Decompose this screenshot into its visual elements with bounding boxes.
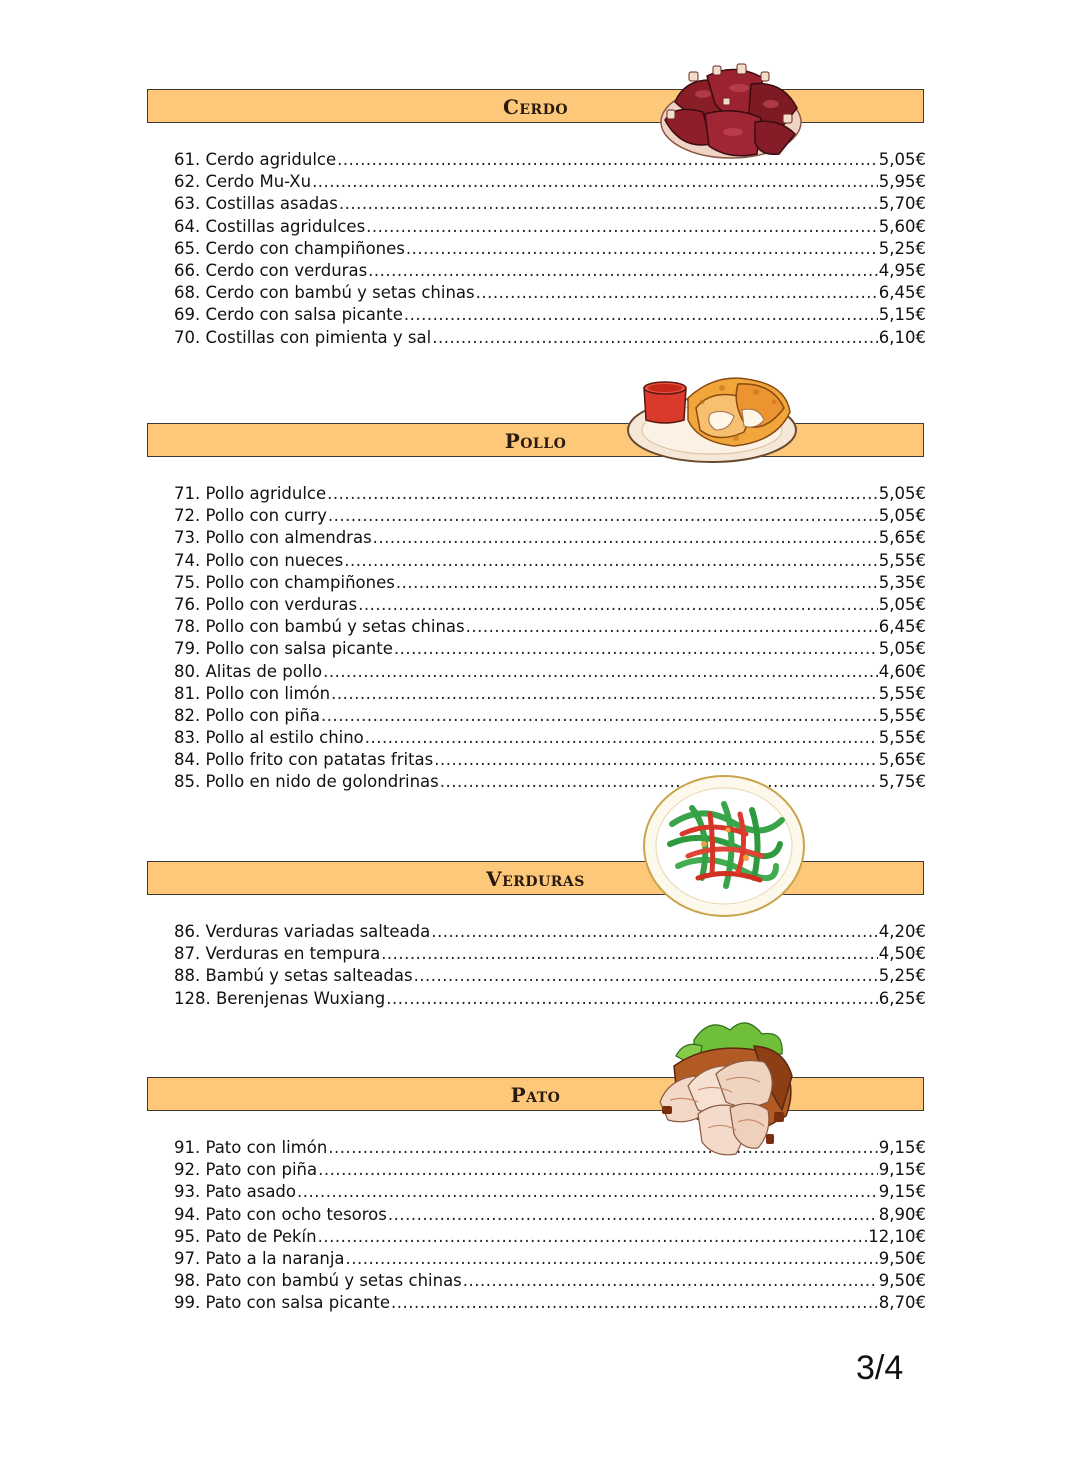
item-price: 5,55€ [878, 683, 926, 703]
item-name: 87. Verduras en tempura [174, 944, 381, 964]
item-price: 4,60€ [878, 661, 926, 681]
section-banner-verduras [147, 861, 924, 895]
stir-fried-vegetables-icon [642, 774, 806, 918]
menu-list-verduras [174, 921, 926, 1010]
menu-item [174, 1226, 926, 1248]
item-price: 6,25€ [878, 988, 926, 1008]
item-name: 99. Pato con salsa picante [174, 1293, 391, 1313]
menu-item [174, 771, 926, 793]
leader-dots [431, 921, 878, 943]
menu-list-pollo [174, 483, 926, 794]
item-price: 5,55€ [878, 550, 926, 570]
item-price: 8,90€ [878, 1204, 926, 1224]
item-price: 6,45€ [878, 617, 926, 637]
item-price: 5,65€ [878, 750, 926, 770]
item-price: 6,10€ [878, 327, 926, 347]
leader-dots [404, 304, 878, 326]
menu-item [174, 1292, 926, 1314]
menu-item [174, 483, 926, 505]
item-price: 8,70€ [878, 1293, 926, 1313]
item-name: 76. Pollo con verduras [174, 594, 358, 614]
pork-ribs-icon [655, 58, 805, 162]
leader-dots [466, 616, 878, 638]
item-price: 9,15€ [878, 1160, 926, 1180]
menu-item [174, 550, 926, 572]
item-name: 61. Cerdo agridulce [174, 150, 337, 169]
section-title: Pato [510, 1083, 561, 1107]
item-name: 83. Pollo al estilo chino [174, 728, 364, 748]
item-price: 5,75€ [878, 772, 926, 792]
item-name: 72. Pollo con curry [174, 506, 327, 526]
menu-item [174, 943, 926, 965]
item-name: 93. Pato asado [174, 1182, 297, 1202]
menu-item [174, 661, 926, 683]
leader-dots [434, 749, 878, 771]
leader-dots [358, 594, 878, 616]
item-name: 91. Pato con limón [174, 1138, 328, 1157]
item-name: 78. Pollo con bambú y setas chinas [174, 617, 465, 637]
item-price: 5,60€ [878, 216, 926, 236]
item-price: 5,05€ [878, 484, 926, 503]
leader-dots [381, 943, 878, 965]
item-name: 74. Pollo con nueces [174, 550, 344, 570]
menu-item [174, 1137, 926, 1159]
section-title: Verduras [486, 867, 585, 891]
leader-dots [312, 171, 878, 193]
menu-item [174, 705, 926, 727]
item-price: 4,95€ [878, 260, 926, 280]
menu-item [174, 327, 926, 349]
menu-list-pato [174, 1137, 926, 1315]
section-banner-cerdo [147, 89, 924, 123]
item-name: 66. Cerdo con verduras [174, 260, 368, 280]
menu-item [174, 1204, 926, 1226]
menu-item [174, 171, 926, 193]
item-name: 68. Cerdo con bambú y setas chinas [174, 283, 475, 303]
item-name: 97. Pato a la naranja [174, 1248, 345, 1268]
menu-item [174, 727, 926, 749]
item-price: 5,25€ [878, 966, 926, 986]
leader-dots [432, 327, 878, 349]
leader-dots [396, 572, 878, 594]
leader-dots [318, 1226, 868, 1248]
leader-dots [328, 505, 878, 527]
menu-item [174, 965, 926, 987]
leader-dots [476, 282, 878, 304]
item-name: 98. Pato con bambú y setas chinas [174, 1271, 462, 1291]
menu-item [174, 193, 926, 215]
item-price: 9,15€ [878, 1138, 926, 1157]
item-name: 84. Pollo frito con patatas fritas [174, 750, 434, 770]
item-name: 70. Costillas con pimienta y sal [174, 327, 432, 347]
item-price: 5,05€ [878, 639, 926, 659]
leader-dots [366, 216, 878, 238]
menu-item [174, 1159, 926, 1181]
menu-item [174, 216, 926, 238]
item-price: 5,05€ [878, 150, 926, 169]
item-name: 81. Pollo con limón [174, 683, 331, 703]
leader-dots [373, 527, 878, 549]
leader-dots [321, 705, 878, 727]
item-name: 85. Pollo en nido de golondrinas [174, 772, 439, 792]
menu-item [174, 1248, 926, 1270]
item-name: 94. Pato con ocho tesoros [174, 1204, 387, 1224]
menu-item [174, 594, 926, 616]
item-price: 5,95€ [878, 172, 926, 192]
item-price: 4,50€ [878, 944, 926, 964]
menu-item [174, 505, 926, 527]
menu-item [174, 149, 926, 171]
menu-item [174, 749, 926, 771]
section-title: Pollo [504, 429, 567, 453]
leader-dots [406, 238, 878, 260]
leader-dots [394, 638, 878, 660]
leader-dots [331, 683, 878, 705]
menu-item [174, 282, 926, 304]
menu-item [174, 260, 926, 282]
item-price: 5,70€ [878, 194, 926, 214]
item-price: 9,50€ [878, 1248, 926, 1268]
item-name: 95. Pato de Pekín [174, 1226, 317, 1246]
item-price: 5,05€ [878, 506, 926, 526]
menu-item [174, 527, 926, 549]
menu-list-cerdo [174, 149, 926, 349]
leader-dots [339, 193, 878, 215]
item-name: 63. Costillas asadas [174, 194, 338, 214]
menu-item [174, 304, 926, 326]
item-name: 71. Pollo agridulce [174, 484, 327, 503]
leader-dots [365, 727, 878, 749]
item-name: 75. Pollo con champiñones [174, 572, 395, 592]
leader-dots [414, 965, 878, 987]
leader-dots [318, 1159, 878, 1181]
fried-chicken-icon [626, 368, 800, 466]
item-name: 80. Alitas de pollo [174, 661, 323, 681]
item-name: 79. Pollo con salsa picante [174, 639, 393, 659]
item-name: 64. Costillas agridulces [174, 216, 366, 236]
item-price: 12,10€ [868, 1226, 926, 1246]
menu-item [174, 1181, 926, 1203]
menu-item [174, 683, 926, 705]
item-name: 92. Pato con piña [174, 1160, 318, 1180]
item-price: 5,25€ [878, 238, 926, 258]
item-price: 6,45€ [878, 283, 926, 303]
menu-item [174, 1270, 926, 1292]
menu-item [174, 638, 926, 660]
section-title: Cerdo [502, 95, 569, 119]
leader-dots [386, 988, 878, 1010]
roast-duck-icon [654, 1016, 800, 1162]
leader-dots [297, 1181, 878, 1203]
item-name: 128. Berenjenas Wuxiang [174, 988, 386, 1008]
leader-dots [368, 260, 878, 282]
menu-item [174, 572, 926, 594]
item-name: 88. Bambú y setas salteadas [174, 966, 413, 986]
leader-dots [463, 1270, 878, 1292]
leader-dots [323, 661, 878, 683]
item-price: 5,55€ [878, 705, 926, 725]
item-name: 65. Cerdo con champiñones [174, 238, 405, 258]
section-banner-pato [147, 1077, 924, 1111]
leader-dots [344, 550, 878, 572]
leader-dots [327, 483, 878, 505]
page-number: 3/4 [856, 1349, 904, 1387]
item-name: 86. Verduras variadas salteada [174, 922, 431, 941]
leader-dots [391, 1292, 878, 1314]
item-price: 9,50€ [878, 1271, 926, 1291]
item-name: 73. Pollo con almendras [174, 528, 372, 548]
item-price: 5,55€ [878, 728, 926, 748]
leader-dots [388, 1204, 878, 1226]
section-banner-pollo [147, 423, 924, 457]
item-name: 69. Cerdo con salsa picante [174, 305, 403, 325]
leader-dots [346, 1248, 878, 1270]
item-price: 5,65€ [878, 528, 926, 548]
menu-item [174, 616, 926, 638]
item-price: 5,15€ [878, 305, 926, 325]
item-price: 4,20€ [878, 922, 926, 941]
item-name: 62. Cerdo Mu-Xu [174, 172, 312, 192]
menu-item [174, 238, 926, 260]
item-price: 5,35€ [878, 572, 926, 592]
menu-item [174, 921, 926, 943]
item-price: 5,05€ [878, 594, 926, 614]
item-name: 82. Pollo con piña [174, 705, 320, 725]
item-price: 9,15€ [878, 1182, 926, 1202]
menu-item [174, 988, 926, 1010]
